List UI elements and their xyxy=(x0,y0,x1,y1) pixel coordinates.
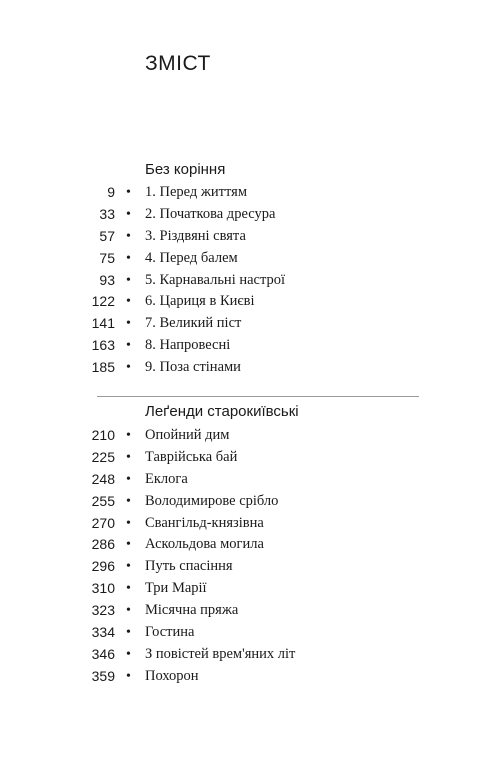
toc-entry xyxy=(0,248,493,270)
section-divider xyxy=(97,396,419,397)
toc-page-number: 296 xyxy=(91,558,115,575)
bullet-icon: • xyxy=(126,449,131,465)
toc-entry xyxy=(0,425,493,447)
toc-list-1 xyxy=(0,182,493,379)
toc-entry-title: 5. Карнавальні настрої xyxy=(145,271,286,288)
toc-page-number: 75 xyxy=(99,249,115,266)
toc-entry-title: Свангільд-князівна xyxy=(145,514,264,531)
toc-entry-title: Опойний дим xyxy=(145,427,230,443)
toc-entry xyxy=(0,313,493,335)
toc-entry-title: 7. Великий піст xyxy=(145,315,242,332)
bullet-icon: • xyxy=(126,228,131,244)
toc-entry xyxy=(0,666,493,688)
toc-entry-title: З повістей врем'яних літ xyxy=(145,645,296,662)
toc-entry xyxy=(0,204,493,226)
toc-entry xyxy=(0,226,493,248)
toc-entry-title: 2. Початкова дресура xyxy=(145,205,276,222)
toc-entry xyxy=(0,556,493,578)
bullet-icon: • xyxy=(126,428,131,443)
toc-entry xyxy=(0,491,493,513)
toc-entry xyxy=(0,270,493,292)
toc-page-number: 210 xyxy=(91,427,115,443)
toc-page-number: 359 xyxy=(91,667,115,684)
toc-entry-title: 8. Напровесні xyxy=(145,337,231,354)
toc-entry-title: 4. Перед балем xyxy=(145,249,238,266)
bullet-icon: • xyxy=(126,515,131,531)
toc-entry-title: Еклога xyxy=(145,470,188,487)
toc-entry-title: 9. Поза стінами xyxy=(145,359,241,376)
toc-entry-title: 3. Різдвяні свята xyxy=(145,227,246,244)
toc-page-number: 9 xyxy=(107,184,115,200)
bullet-icon: • xyxy=(126,250,131,266)
bullet-icon: • xyxy=(126,668,131,684)
toc-page-number: 248 xyxy=(91,470,115,487)
toc-entry xyxy=(0,513,493,535)
toc-entry xyxy=(0,447,493,469)
toc-page-number: 310 xyxy=(91,580,115,597)
toc-entry xyxy=(0,291,493,313)
bullet-icon: • xyxy=(126,338,131,354)
toc-entry xyxy=(0,357,493,379)
bullet-icon: • xyxy=(126,316,131,332)
bullet-icon: • xyxy=(126,581,131,597)
toc-page-number: 163 xyxy=(91,337,115,354)
bullet-icon: • xyxy=(126,559,131,575)
toc-entry-title: Похорон xyxy=(145,667,199,684)
toc-page-number: 122 xyxy=(91,293,115,310)
toc-page-number: 33 xyxy=(99,205,115,222)
toc-entry xyxy=(0,335,493,357)
toc-page-number: 93 xyxy=(99,271,115,288)
section-heading-1: Без коріння xyxy=(145,161,226,178)
toc-page-number: 334 xyxy=(91,624,115,641)
toc-page-number: 323 xyxy=(91,602,115,619)
bullet-icon: • xyxy=(126,294,131,310)
toc-entry xyxy=(0,600,493,622)
toc-entry-title: 6. Цариця в Києві xyxy=(145,293,255,310)
toc-entry xyxy=(0,182,493,204)
page-title: ЗМІСТ xyxy=(145,52,211,75)
toc-list-2 xyxy=(0,425,493,688)
section-heading-2: Леґенди старокиївські xyxy=(145,403,299,420)
toc-page-number: 185 xyxy=(91,359,115,376)
toc-entry-title: Місячна пряжа xyxy=(145,602,239,619)
bullet-icon: • xyxy=(126,206,131,222)
bullet-icon: • xyxy=(126,272,131,288)
toc-entry xyxy=(0,469,493,491)
bullet-icon: • xyxy=(126,646,131,662)
toc-page-number: 57 xyxy=(99,227,115,244)
bullet-icon: • xyxy=(126,603,131,619)
bullet-icon: • xyxy=(126,471,131,487)
toc-page-number: 225 xyxy=(91,448,115,465)
toc-page-number: 270 xyxy=(91,514,115,531)
toc-page-number: 141 xyxy=(91,315,115,332)
toc-entry-title: Гостина xyxy=(145,624,195,641)
toc-page-number: 286 xyxy=(91,536,115,553)
toc-entry-title: Володимирове срібло xyxy=(145,492,279,509)
bullet-icon: • xyxy=(126,493,131,509)
toc-entry-title: 1. Перед життям xyxy=(145,184,248,200)
toc-entry-title: Три Марії xyxy=(145,580,207,597)
toc-entry xyxy=(0,534,493,556)
toc-entry xyxy=(0,578,493,600)
toc-entry-title: Аскольдова могила xyxy=(145,536,264,553)
toc-page-number: 346 xyxy=(91,645,115,662)
bullet-icon: • xyxy=(126,360,131,376)
toc-page-number: 255 xyxy=(91,492,115,509)
bullet-icon: • xyxy=(126,185,131,200)
bullet-icon: • xyxy=(126,537,131,553)
toc-entry xyxy=(0,644,493,666)
toc-entry-title: Таврійська бай xyxy=(145,448,238,465)
toc-entry xyxy=(0,622,493,644)
toc-entry-title: Путь спасіння xyxy=(145,558,233,575)
bullet-icon: • xyxy=(126,625,131,641)
